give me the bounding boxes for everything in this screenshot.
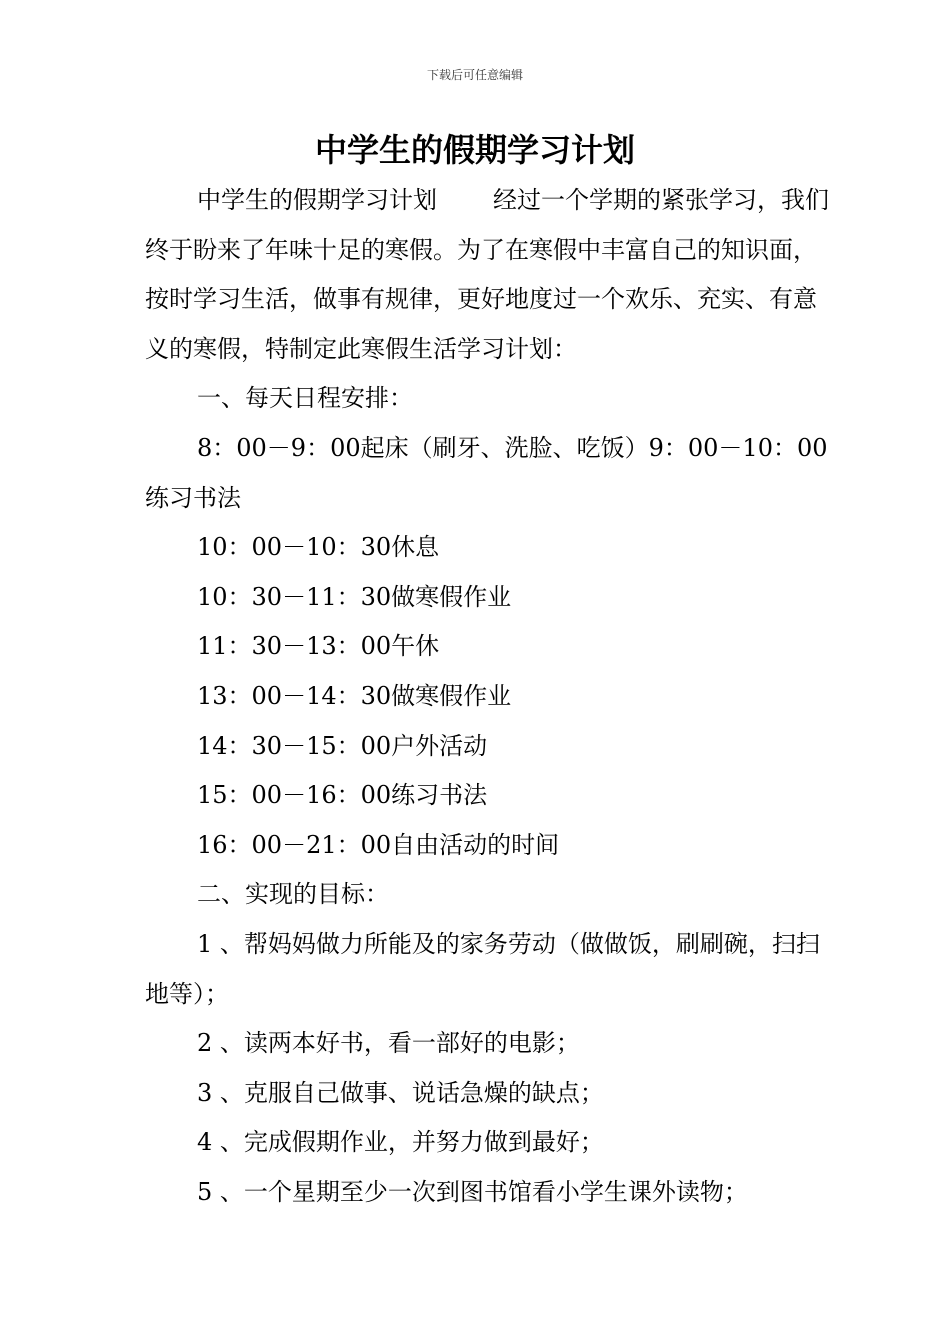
- goal-item: 2 、读两本好书，看一部好的电影；: [197, 1029, 580, 1058]
- intro-paragraph: [145, 176, 835, 374]
- schedule-item: 11：30－13：00午休: [197, 632, 440, 661]
- schedule-item: 15：00－16：00练习书法: [197, 781, 488, 810]
- goal-item: 3 、克服自己做事、说话急燥的缺点；: [197, 1078, 604, 1107]
- section-heading-goals: 二、实现的目标：: [197, 880, 389, 909]
- document-body: [145, 176, 835, 1217]
- goal-item: 5 、一个星期至少一次到图书馆看小学生课外读物；: [197, 1177, 748, 1206]
- document-title: 中学生的假期学习计划: [314, 131, 635, 169]
- goal-item: 1 、帮妈妈做力所能及的家务劳动（做做饭，刷刷碗，扫扫地等）；: [145, 929, 820, 1008]
- schedule-item: 16：00－21：00自由活动的时间: [197, 830, 560, 859]
- schedule-item: 13：00－14：30做寒假作业: [197, 681, 512, 710]
- header-note: 下载后可任意编辑: [426, 68, 523, 82]
- schedule-item: 14：30－15：00户外活动: [197, 731, 488, 760]
- goal-item: 4 、完成假期作业，并努力做到最好；: [197, 1128, 604, 1157]
- schedule-item: 10：00－10：30休息: [197, 533, 440, 562]
- schedule-item: 8：00－9：00起床（刷牙、洗脸、吃饭）9：00－10：00练习书法: [145, 433, 828, 512]
- schedule-item: 10：30－11：30做寒假作业: [197, 582, 512, 611]
- section-heading-schedule: 一、每天日程安排：: [197, 384, 413, 413]
- intro-lead: 中学生的假期学习计划: [197, 186, 437, 214]
- intro-text: 经过一个学期的紧张学习，我们终于盼来了年味十足的寒假。为了在寒假中丰富自己的知识面，按时学习生活，做事有规律，更好地度过一个欢乐、充实、有意义的寒假，特制定此寒假生活学习计划：: [145, 186, 829, 363]
